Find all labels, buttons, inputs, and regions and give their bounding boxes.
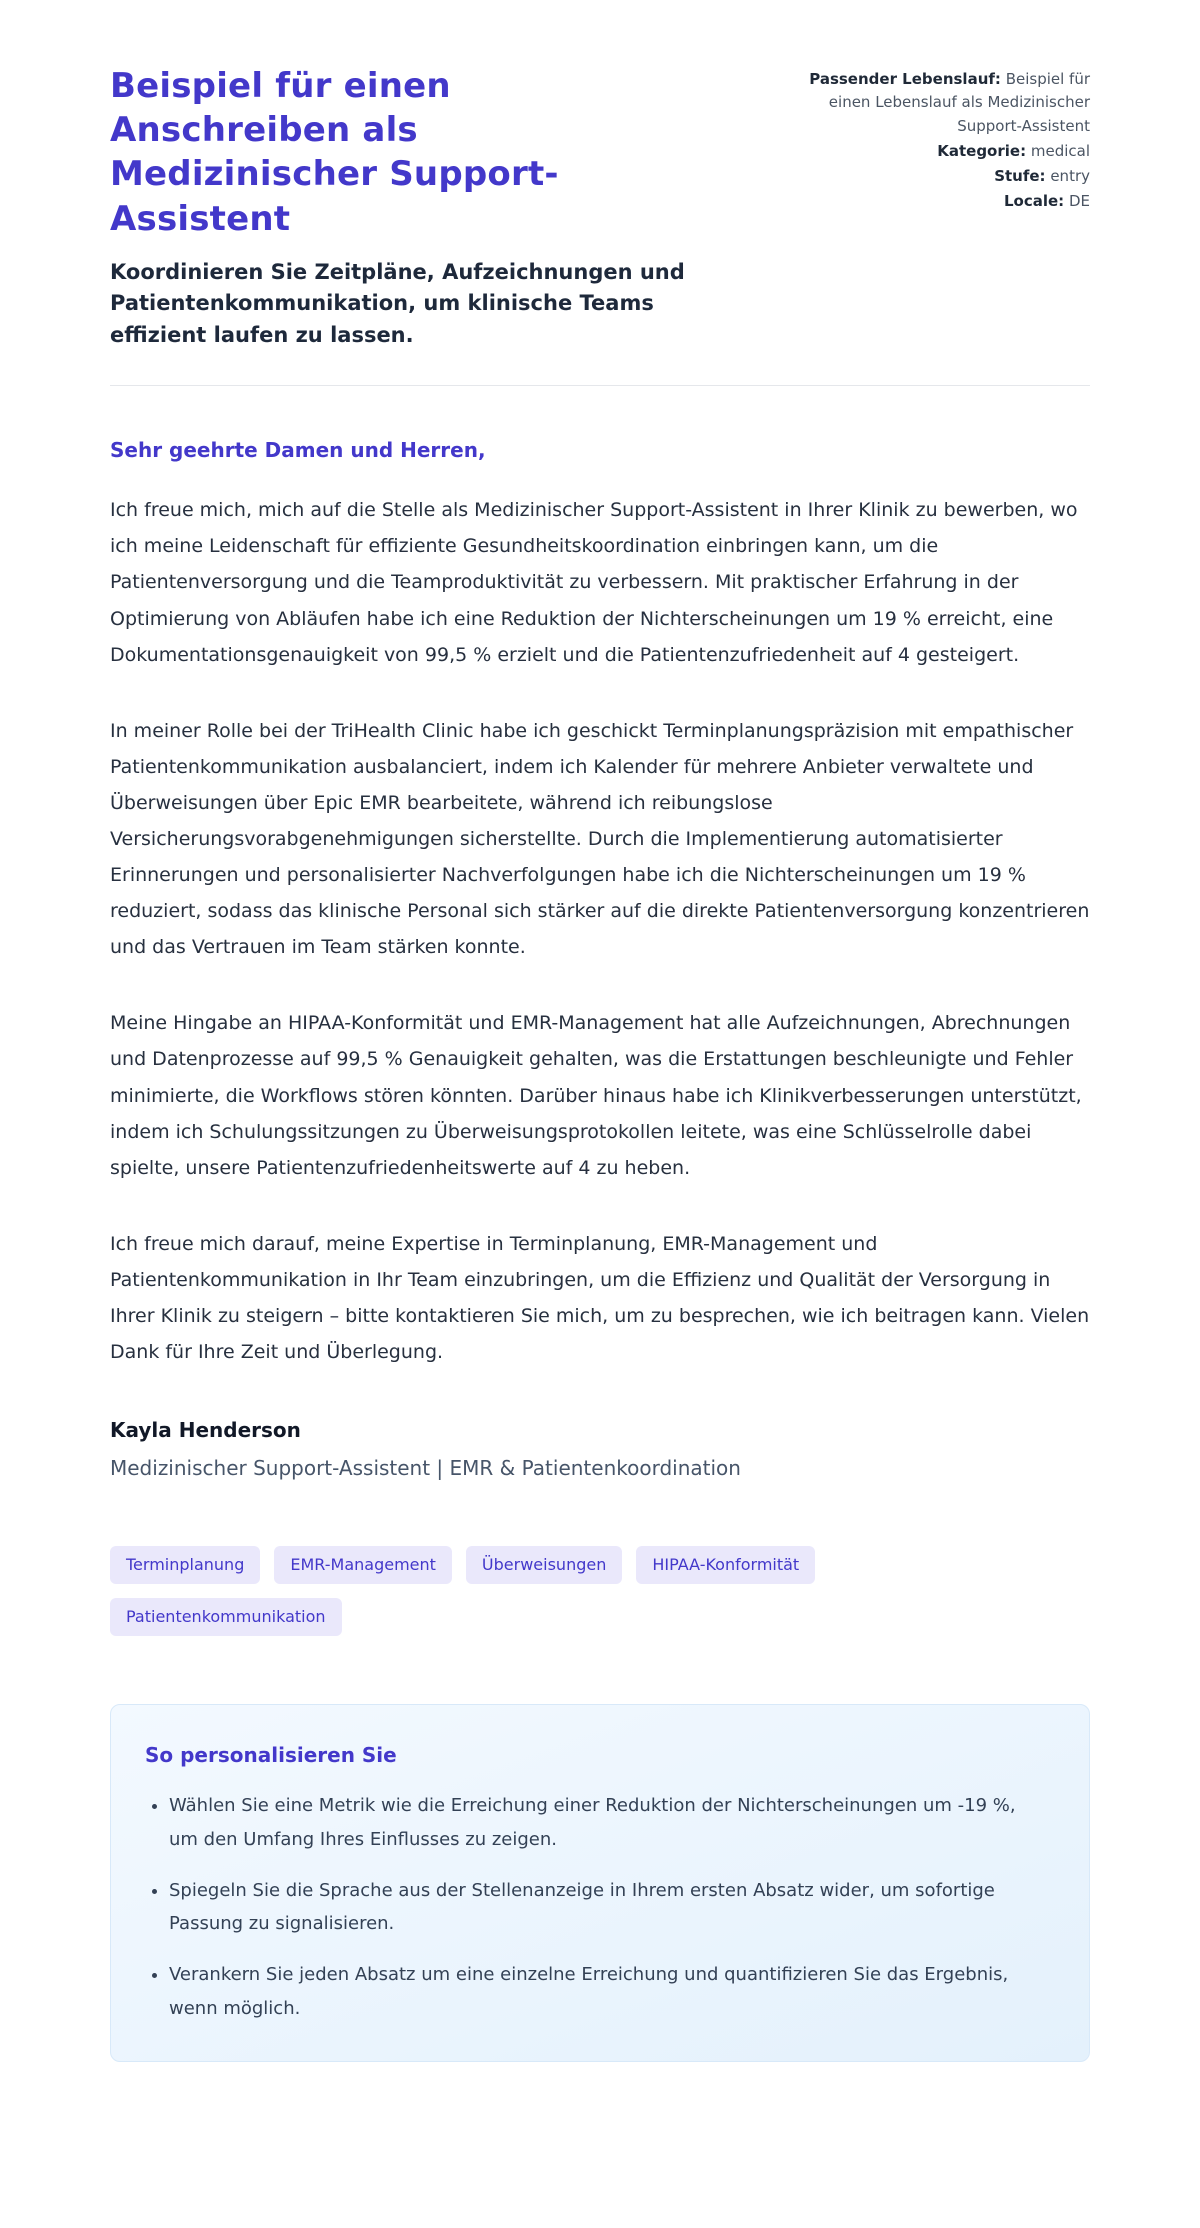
signature-name: Kayla Henderson — [110, 1418, 301, 1443]
letter-body — [110, 438, 1090, 1370]
page-content — [110, 0, 1090, 2142]
meta-category — [790, 140, 1090, 163]
tag-chip-emr-management[interactable]: EMR-Management — [274, 1546, 452, 1584]
tip-item: • Wählen Sie eine Metrik wie die Erreichung einer Reduktion der Nichterscheinungen um -19 %, um den Umfang Ihres Einflusses zu zeigen. — [169, 1789, 1029, 1856]
header-titles — [110, 64, 750, 351]
signature-block — [110, 1418, 1090, 1480]
page-title: Beispiel für einen Anschreiben als Medizinischer Support-Assistent — [110, 66, 559, 239]
tip-item: • Spiegeln Sie die Sprache aus der Stellenanzeige in Ihrem ersten Absatz wider, um sofortige Passung zu signalisieren. — [169, 1874, 1029, 1941]
meta-locale — [790, 190, 1090, 213]
meta-locale-value: DE — [1068, 192, 1090, 211]
page-subtitle: Koordinieren Sie Zeitpläne, Aufzeichnungen und Patientenkommunikation, um klinische Teams effizient laufen zu lassen. — [110, 259, 685, 347]
meta-category-label: Kategorie: — [937, 141, 1027, 160]
tag-chip-ueberweisungen[interactable]: Überweisungen — [466, 1546, 622, 1584]
tag-chip-patientenkommunikation[interactable]: Patientenkommunikation — [110, 1598, 342, 1636]
meta-level — [790, 165, 1090, 188]
skill-tags-list — [110, 1546, 870, 1636]
letter-paragraph: In meiner Rolle bei der TriHealth Clinic habe ich geschickt Terminplanungspräzision mit empathischer Patientenkommunikation ausbalanciert, indem ich Kalender für mehrere Anbieter verwaltete und Überweisungen über Epic EMR bearbeitete, während ich reibungslose Versicherungsvorabgenehmigungen sicherstellte. Durch die Implementierung automatisierter Erinnerungen und personalisierter Nachverfolgungen habe ich die Nichterscheinungen um 19 % reduziert, sodass das klinische Personal sich stärker auf die direkte Patientenversorgung konzentrieren und das Vertrauen im Team stärken konnte. — [110, 719, 1090, 959]
meta-matching-resume — [790, 68, 1090, 138]
tips-title: So personalisieren Sie — [145, 1743, 397, 1768]
meta-level-value: entry — [1050, 167, 1090, 185]
meta-matching-resume-label: Passender Lebenslauf: — [809, 70, 1001, 88]
meta-matching-resume-value: Beispiel für einen Lebenslauf als Medizinischer Support-Assistent — [828, 70, 1090, 135]
letter-paragraph: Meine Hingabe an HIPAA-Konformität und EMR-Management hat alle Aufzeichnungen, Abrechnungen und Datenprozesse auf 99,5 % Genauigkeit gehalten, was die Erstattungen beschleunigte und Fehler minimierte, die Workflows stören könnten. Darüber hinaus habe ich Klinikverbesserungen unterstützt, indem ich Schulungssitzungen zu Überweisungsprotokollen leitete, was eine Schlüsselrolle dabei spielte, unsere Patientenzufriedenheitswerte auf 4 zu heben. — [110, 1012, 1082, 1179]
personalization-tips-box — [110, 1704, 1090, 2062]
meta-level-label: Stufe: — [994, 167, 1046, 185]
tips-list — [141, 1789, 1055, 2025]
header — [110, 64, 1090, 351]
letter-greeting: Sehr geehrte Damen und Herren, — [110, 438, 486, 463]
meta-panel — [790, 64, 1090, 216]
meta-locale-label: Locale: — [1003, 192, 1065, 211]
tag-chip-terminplanung[interactable]: Terminplanung — [110, 1546, 260, 1584]
meta-category-value: medical — [1030, 141, 1090, 160]
tip-item: • Verankern Sie jeden Absatz um eine einzelne Erreichung und quantifizieren Sie das Ergebnis, wenn möglich. — [169, 1958, 1029, 2025]
signature-role: Medizinischer Support-Assistent | EMR & Patientenkoordination — [110, 1456, 741, 1481]
letter-paragraph: Ich freue mich darauf, meine Expertise in Terminplanung, EMR-Management und Patientenkommunikation in Ihr Team einzubringen, um die Effizienz und Qualität der Versorgung in Ihrer Klinik zu steigern – bitte kontaktieren Sie mich, um zu besprechen, wie ich beitragen kann. Vielen Dank für Ihre Zeit und Überlegung. — [110, 1232, 1090, 1364]
letter-paragraph: Ich freue mich, mich auf die Stelle als Medizinischer Support-Assistent in Ihrer Klinik zu bewerben, wo ich meine Leidenschaft für effiziente Gesundheitskoordination einbringen kann, um die Patientenversorgung und die Teamproduktivität zu verbessern. Mit praktischer Erfahrung in der Optimierung von Abläufen habe ich eine Reduktion der Nichterscheinungen um 19 % erreicht, eine Dokumentationsgenauigkeit von 99,5 % erzielt und die Patientenzufriedenheit auf 4 gesteigert. — [110, 499, 1078, 666]
tag-chip-hipaa-konformitaet[interactable]: HIPAA-Konformität — [636, 1546, 815, 1584]
header-divider — [110, 385, 1090, 386]
